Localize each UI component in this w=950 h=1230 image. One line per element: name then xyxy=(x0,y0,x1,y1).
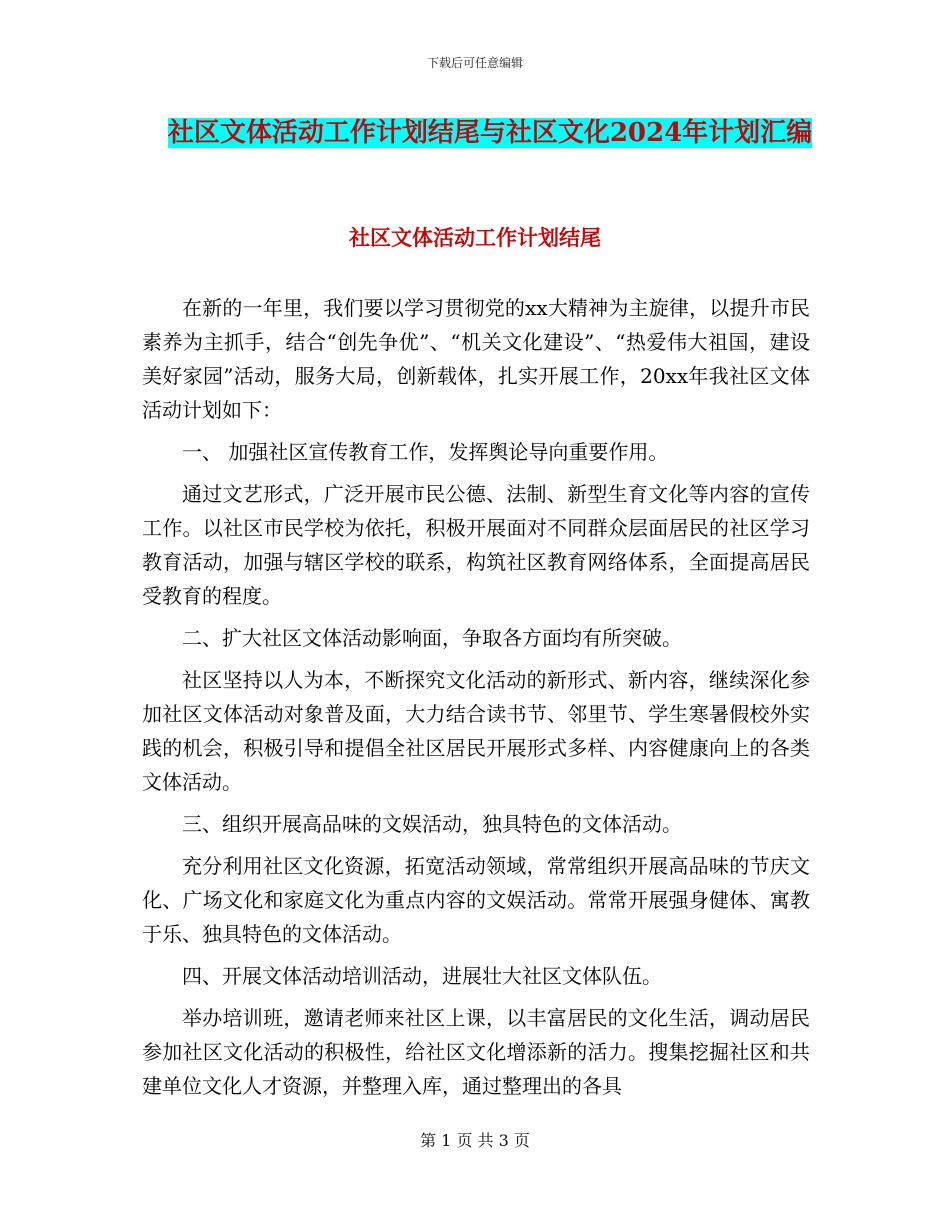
page-footer: 第 1 页 共 3 页 xyxy=(420,1131,530,1150)
document-title xyxy=(160,112,820,154)
paragraph: 一、 加强社区宣传教育工作，发挥舆论导向重要作用。 xyxy=(182,440,669,464)
section-title: 社区文体活动工作计划结尾 xyxy=(349,225,601,250)
paragraph: 社区坚持以人为本，不断探究文化活动的新形式、新内容，继续深化参加社区文体活动对象普及面，大力结合读书节、邻里节、学生寒暑假校外实践的机会，积极引导和提倡全社区居民开展形式多样、内容健康向上的各类文体活动。 xyxy=(142,668,810,794)
document-body xyxy=(142,291,810,1111)
paragraph: 充分利用社区文化资源，拓宽活动领域，常常组织开展高品味的节庆文化、广场文化和家庭文化为重点内容的文娱活动。常常开展强身健体、寓教于乐、独具特色的文体活动。 xyxy=(142,854,810,946)
paragraph: 三、组织开展高品味的文娱活动，独具特色的文体活动。 xyxy=(182,812,682,836)
paragraph: 在新的一年里，我们要以学习贯彻党的xx大精神为主旋律，以提升市民素养为主抓手，结合“创先争优”、“机关文化建设”、“热爱伟大祖国，建设美好家园”活动，服务大局，创新载体，扎实开展工作，20xx年我社区文体活动计划如下： xyxy=(142,296,810,422)
paragraph: 举办培训班，邀请老师来社区上课，以丰富居民的文化生活，调动居民参加社区文化活动的积极性，给社区文化增添新的活力。搜集挖掘社区和共建单位文化人才资源，并整理入库，通过整理出的各具 xyxy=(142,1006,810,1098)
paragraph: 四、开展文体活动培训活动，进展壮大社区文体队伍。 xyxy=(182,964,662,988)
paragraph: 通过文艺形式，广泛开展市民公德、法制、新型生育文化等内容的宣传工作。以社区市民学校为依托，积极开展面对不同群众层面居民的社区学习教育活动，加强与辖区学校的联系，构筑社区教育网络体系，全面提高居民受教育的程度。 xyxy=(142,482,810,608)
document-title-text: 社区文体活动工作计划结尾与社区文化2024年计划汇编 xyxy=(167,118,813,148)
paragraph: 二、扩大社区文体活动影响面，争取各方面均有所突破。 xyxy=(182,626,682,650)
header-note: 下载后可任意编辑 xyxy=(426,56,523,70)
